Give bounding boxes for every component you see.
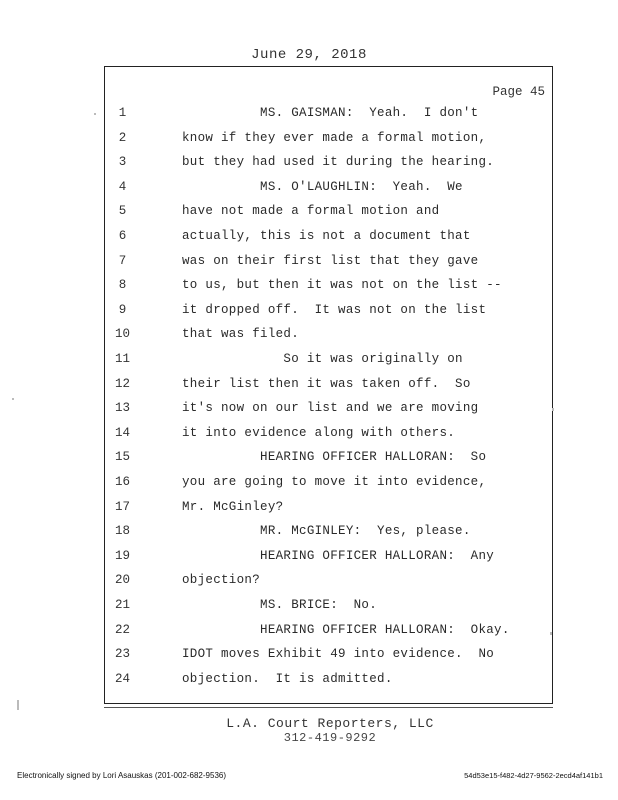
scan-speck (550, 632, 552, 635)
line-number: 13 (114, 401, 130, 415)
transcript-line: was on their first list that they gave (182, 254, 479, 268)
line-number: 4 (118, 180, 127, 194)
transcript-line: objection? (182, 573, 261, 587)
transcript-line: actually, this is not a document that (182, 229, 471, 243)
transcript-line: objection. It is admitted. (182, 672, 393, 686)
court-reporter-phone: 312-419-9292 (283, 731, 377, 745)
transcript-line: have not made a formal motion and (182, 204, 440, 218)
court-reporter-name: L.A. Court Reporters, LLC (226, 716, 434, 731)
transcript-line: HEARING OFFICER HALLORAN: Any (182, 549, 495, 563)
scan-speck (17, 700, 19, 710)
line-number: 8 (118, 278, 127, 292)
scan-speck (94, 113, 96, 115)
line-number: 9 (118, 303, 127, 317)
transcript-line: MR. McGINLEY: Yes, please. (182, 524, 471, 538)
frame-bottom-rule (104, 707, 553, 708)
transcript-date: June 29, 2018 (251, 47, 367, 63)
line-number: 23 (114, 647, 130, 661)
transcript-line: their list then it was taken off. So (182, 377, 471, 391)
transcript-line: Mr. McGinley? (182, 500, 284, 514)
transcript-line: MS. GAISMAN: Yeah. I don't (182, 106, 479, 120)
transcript-line: it's now on our list and we are moving (182, 401, 479, 415)
transcript-line: it into evidence along with others. (182, 426, 456, 440)
transcript-line: know if they ever made a formal motion, (182, 131, 487, 145)
line-number: 6 (118, 229, 127, 243)
transcript-line: to us, but then it was not on the list -- (182, 278, 502, 292)
transcript-line: but they had used it during the hearing. (182, 155, 495, 169)
transcript-line: HEARING OFFICER HALLORAN: Okay. (182, 623, 510, 637)
line-number: 16 (114, 475, 130, 489)
line-number: 1 (118, 106, 127, 120)
transcript-line: MS. O'LAUGHLIN: Yeah. We (182, 180, 463, 194)
document-id: 54d53e15-f482-4d27-9562-2ecd4af141b1 (464, 771, 603, 780)
line-number: 18 (114, 524, 130, 538)
line-number: 14 (114, 426, 130, 440)
transcript-line: it dropped off. It was not on the list (182, 303, 487, 317)
line-number: 24 (114, 672, 130, 686)
line-number: 2 (118, 131, 127, 145)
page-number: Page 45 (492, 85, 545, 99)
transcript-line: IDOT moves Exhibit 49 into evidence. No (182, 647, 495, 661)
transcript-line: you are going to move it into evidence, (182, 475, 487, 489)
line-number: 20 (114, 573, 130, 587)
line-number: 12 (114, 377, 130, 391)
scan-speck (12, 398, 14, 400)
scan-speck (552, 408, 554, 411)
line-number: 7 (118, 254, 127, 268)
line-number: 21 (114, 598, 130, 612)
line-number: 17 (114, 500, 130, 514)
transcript-line: MS. BRICE: No. (182, 598, 378, 612)
line-number: 22 (114, 623, 130, 637)
transcript-line: So it was originally on (182, 352, 463, 366)
line-number: 11 (114, 352, 130, 366)
transcript-line: that was filed. (182, 327, 300, 341)
transcript-line: HEARING OFFICER HALLORAN: So (182, 450, 487, 464)
line-number: 10 (114, 327, 130, 341)
line-number: 15 (114, 450, 130, 464)
line-number: 3 (118, 155, 127, 169)
line-number: 19 (114, 549, 130, 563)
electronic-signature-note: Electronically signed by Lori Asauskas (201-002-682-9536) (17, 771, 227, 780)
line-number: 5 (118, 204, 127, 218)
